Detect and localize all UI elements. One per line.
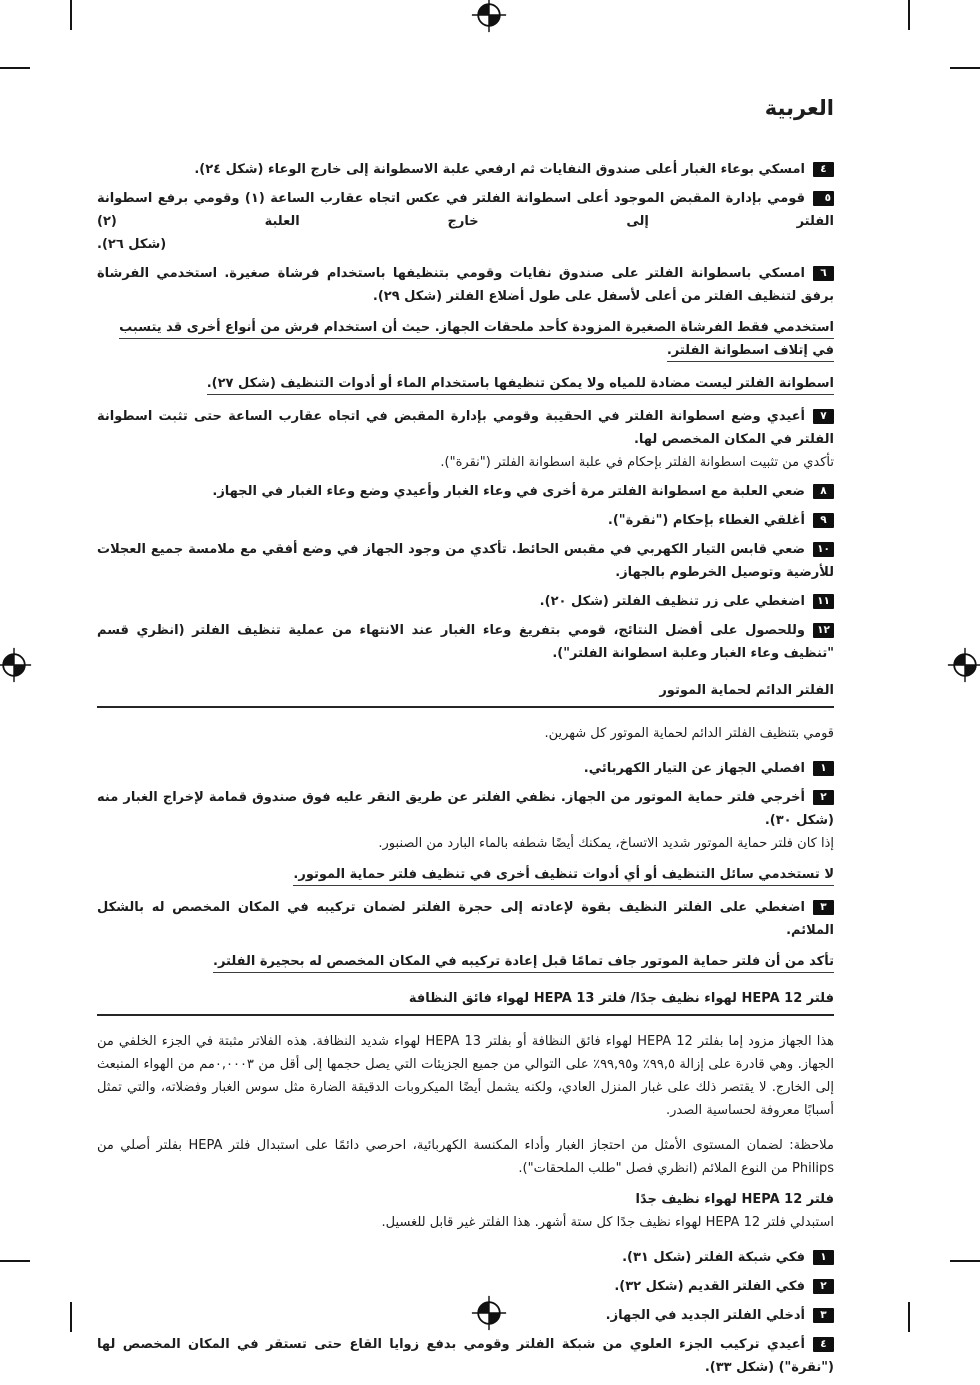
step-note: إذا كان فلتر حماية الموتور شديد الاتساخ، يمكنك أيضًا شطفه بالماء البارد من الصنبور. xyxy=(378,836,834,851)
step-number-badge: ٩ xyxy=(813,513,834,528)
crop-mark-bottom-right-vertical xyxy=(908,1302,910,1332)
step-text: أعيدي وضع اسطوانة الفلتر في الحقيبة وقومي بإدارة المقبض في اتجاه عقارب الساعة حتى تثبت اسطوانة الفلتر في المكان المخصص لها. xyxy=(97,409,834,447)
step-number-badge: ٣ xyxy=(813,900,834,915)
step-text: أخرجي فلتر حماية الموتور من الجهاز. نظفي الفلتر عن طريق النقر عليه فوق صندوق قمامة لإخراج الغبار منه (شكل ٣٠). xyxy=(97,790,834,828)
step-number-badge: ١٠ xyxy=(813,542,834,557)
warning-note-text: لا تستخدمي سائل التنظيف أو أي أدوات تنظيف أخرى في تنظيف فلتر حماية الموتور. xyxy=(293,867,834,886)
registration-mark-icon xyxy=(0,647,32,683)
registration-mark-icon xyxy=(947,647,980,683)
warning-note xyxy=(97,372,834,395)
crop-mark-top-right-vertical xyxy=(908,0,910,30)
crop-mark-bottom-left-horizontal xyxy=(0,1260,30,1262)
step-item xyxy=(97,158,834,181)
warning-note-text: تأكد من أن فلتر حماية الموتور جاف تمامًا قبل إعادة تركيبه في المكان المخصص له بحجيرة الفلتر. xyxy=(213,954,834,973)
section-heading: الفلتر الدائم لحماية الموتور xyxy=(659,683,834,698)
step-text: قومي بإدارة المقبض الموجود أعلى اسطوانة الفلتر في عكس اتجاه عقارب الساعة (١) وقومي برفع اسطوانة الفلتر إلى خارج العلبة (٢) xyxy=(97,191,834,229)
step-number-badge: ٥ xyxy=(813,191,834,206)
step-text: امسكي بوعاء الغبار أعلى صندوق النفايات ثم ارفعي علبة الاسطوانة إلى خارج الوعاء (شكل ٢٤). xyxy=(194,162,805,177)
step-item xyxy=(97,757,834,780)
body-paragraph: استبدلي فلتر HEPA 12 لهواء نظيف جدًا كل ستة أشهر. هذا الفلتر غير قابل للغسيل. xyxy=(381,1215,834,1230)
step-number-badge: ٤ xyxy=(813,1337,834,1352)
step-text: افصلي الجهاز عن التيار الكهربائي. xyxy=(583,761,805,776)
step-number-badge: ٨ xyxy=(813,484,834,499)
step-number-badge: ٦ xyxy=(813,266,834,281)
step-text: ضعي قابس التيار الكهربي في مقبس الحائط. تأكدي من وجود الجهاز في وضع أفقي مع ملامسة جميع العجلات للأرضية وتوصيل الخرطوم بالجهاز. xyxy=(97,542,834,580)
step-item xyxy=(97,1275,834,1298)
body-paragraph: هذا الجهاز مزود إما بفلتر HEPA 12 لهواء فائق النظافة أو بفلتر HEPA 13 لهواء شديد النظافة. هذه الفلاتر مثبتة في الجزء الخلفي من الجهاز. وهي قادرة على إزالة ٩٩,٥٪ و٩٩,٩٥٪ على التوالي من جميع الجزيئات التي يصل حجمها إلى أقل من ٠,٠٠٠٣مم من الهواء المنبعث إلى الخارج. لا يقتصر ذلك على غبار المنزل العادي، ولكنه يشمل أيضًا الميكروبات الدقيقة الضارة مثل سوس الغبار وفضلاته، والتي تمثل أسبابًا معروفة لحساسية الصدر. xyxy=(97,1034,834,1118)
crop-mark-top-left-vertical xyxy=(70,0,72,30)
step-number-badge: ٢ xyxy=(813,1279,834,1294)
step-item xyxy=(97,1304,834,1327)
crop-mark-bottom-left-vertical xyxy=(70,1302,72,1332)
section-rule xyxy=(97,706,834,708)
step-number-badge: ٤ xyxy=(813,162,834,177)
crop-mark-top-left-horizontal xyxy=(0,67,30,69)
crop-mark-top-right-horizontal xyxy=(950,67,980,69)
step-text: ضعي العلبة مع اسطوانة الفلتر مرة أخرى في وعاء الغبار وأعيدي وضع وعاء الغبار في الجهاز. xyxy=(212,484,805,499)
step-item xyxy=(97,590,834,613)
warning-note xyxy=(97,950,834,973)
note-paragraph: ملاحظة: لضمان المستوى الأمثل من احتجاز الغبار وأداء المكنسة الكهربائية، احرصي دائمًا على استبدال فلتر HEPA بفلتر أصلي من Philips من النوع الملائم (انظري فصل "طلب الملحقات"). xyxy=(97,1138,834,1176)
warning-note xyxy=(97,316,834,362)
step-text-continuation: (شكل ٢٦). xyxy=(97,237,167,252)
page-content xyxy=(97,0,834,1385)
warning-note-text: اسطوانة الفلتر ليست مضادة للمياه ولا يمكن تنظيفها باستخدام الماء أو أدوات التنظيف (شكل ٢٧). xyxy=(207,376,834,395)
warning-note-text: استخدمي فقط الفرشاة الصغيرة المزودة كأحد ملحقات الجهاز. حيث أن استخدام فرش من أنواع أخرى قد يتسبب في إتلاف اسطوانة الفلتر. xyxy=(119,320,834,362)
step-text: اضغطي على الفلتر النظيف بقوة لإعادته إلى حجرة الفلتر لضمان تركيبه في المكان المخصص له بالشكل الملائم. xyxy=(97,900,834,938)
body-paragraph: قومي بتنظيف الفلتر الدائم لحماية الموتور كل شهرين. xyxy=(544,726,834,741)
step-item xyxy=(97,262,834,308)
step-item xyxy=(97,619,834,665)
step-item xyxy=(97,896,834,942)
section-heading: فلتر HEPA 12 لهواء نظيف جدًا/ فلتر HEPA 13 لهواء فائق النظافة xyxy=(408,991,834,1006)
crop-mark-bottom-right-horizontal xyxy=(950,1260,980,1262)
step-text: أغلقي الغطاء بإحكام ("نقرة"). xyxy=(607,513,805,528)
step-item xyxy=(97,187,834,256)
step-number-badge: ١ xyxy=(813,761,834,776)
page-title-arabic: العربية xyxy=(764,96,834,120)
step-number-badge: ٧ xyxy=(813,409,834,424)
step-note: تأكدي من تثبيت اسطوانة الفلتر بإحكام في علبة اسطوانة الفلتر ("نقرة"). xyxy=(440,455,834,470)
step-number-badge: ٢ xyxy=(813,790,834,805)
step-text: فكي شبكة الفلتر (شكل ٣١). xyxy=(622,1250,805,1265)
step-text: اضغطي على زر تنظيف الفلتر (شكل ٢٠). xyxy=(539,594,805,609)
step-item xyxy=(97,538,834,584)
step-number-badge: ١٢ xyxy=(813,623,834,638)
step-text: فكي الفلتر القديم (شكل ٣٢). xyxy=(614,1279,805,1294)
step-number-badge: ١١ xyxy=(813,594,834,609)
step-text: وللحصول على أفضل النتائج، قومي بتفريغ وعاء الغبار عند الانتهاء من عملية تنظيف الفلتر (انظري قسم "تنظيف وعاء الغبار وعلبة اسطوانة الفلتر"). xyxy=(97,623,834,661)
subsection-heading: فلتر HEPA 12 لهواء نظيف جدًا xyxy=(635,1192,834,1207)
step-text: أعيدي تركيب الجزء العلوي من شبكة الفلتر وقومي بدفع زوايا القاع حتى تستقر في المكان المخصص لها ("نقرة") (شكل ٣٣). xyxy=(97,1337,834,1375)
warning-note xyxy=(97,863,834,886)
step-item xyxy=(97,786,834,855)
step-item xyxy=(97,509,834,532)
step-item xyxy=(97,1333,834,1379)
step-item xyxy=(97,480,834,503)
step-item xyxy=(97,1246,834,1269)
step-number-badge: ١ xyxy=(813,1250,834,1265)
section-rule xyxy=(97,1014,834,1016)
step-text: أدخلي الفلتر الجديد في الجهاز. xyxy=(605,1308,805,1323)
step-text: امسكي باسطوانة الفلتر على صندوق نفايات وقومي بتنظيفها باستخدام فرشاة صغيرة. استخدمي الفرشاة برفق لتنظيف الفلتر من أعلى لأسفل على طول أضلاع الفلتر (شكل ٢٩). xyxy=(97,266,834,304)
step-number-badge: ٣ xyxy=(813,1308,834,1323)
step-item xyxy=(97,405,834,474)
